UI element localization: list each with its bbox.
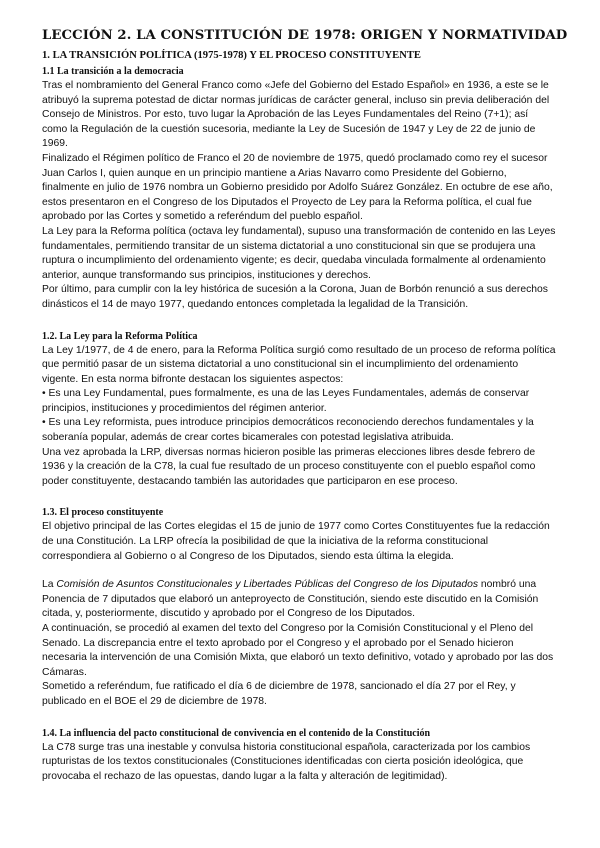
paragraph: La C78 surge tras una inestable y convulsa historia constitucional española, caracterizada por los cambios rupturistas de los textos constitucionales (Constituciones identificadas con cierta posición ideológica, que provocaba el rechazo de las opuestas, dando lugar a la falta y alteración de legitimidad).	[42, 741, 531, 782]
subsection-heading-1-1: 1.1 La transición a la democracia	[42, 66, 184, 77]
paragraph-rest: nombró una Ponencia de 7 diputados que elaboró un anteproyecto de Constitución, siendo este discutido en la Comisión citada, y, posteriormente, discutido y aprobado por el Congreso de los Diputados.	[42, 579, 539, 620]
committee-name: Comisión de Asuntos Constitucionales y Libertades Públicas del Congreso de los Diputados	[56, 579, 479, 591]
paragraph	[42, 578, 556, 622]
page-title: LECCIÓN 2. LA CONSTITUCIÓN DE 1978: ORIGEN Y NORMATIVIDAD	[42, 28, 568, 43]
subsection-heading-1-3: 1.3. El proceso constituyente	[42, 507, 164, 519]
paragraph: Sometido a referéndum, fue ratificado el día 6 de diciembre de 1978, sancionado el día 27 por el Rey, y publicado en el BOE el 29 de diciembre de 1978.	[42, 681, 516, 707]
paragraph: Por último, para cumplir con la ley histórica de sucesión a la Corona, Juan de Borbón renunció a sus derechos dinásticos el 14 de mayo 1977, quedando entonces completada la legalidad de la Transición.	[42, 284, 548, 310]
paragraph: Finalizado el Régimen político de Franco el 20 de noviembre de 1975, quedó proclamado como rey el sucesor Juan Carlos I, quien aunque en un principio mantiene a Arias Navarro como Presidente del Gobierno, finalmente en julio de 1976 nombra un Gobierno presidido por Adolfo Suárez González. En octubre de ese año, estos presentaron en el Congreso de los Diputados el Proyecto de Ley para la Reforma política, el cual fue aprobado por las Cortes y sometido a referéndum del pueblo español.	[42, 152, 553, 223]
bullet-item: • Es una Ley Fundamental, pues formalmente, es una de las Leyes Fundamentales, además de conservar principios, instituciones y procedimientos del régimen anterior.	[42, 388, 530, 414]
paragraph: Tras el nombramiento del General Franco como «Jefe del Gobierno del Estado Español» en 1936, a este se le atribuyó la suprema potestad de dictar normas jurídicas de carácter general, incluso sin previa deliberación del Consejo de Ministros. Por esto, tuvo lugar la Aprobación de las Leyes Fundamentales del Reino (7+1); así como la Regulación de la cuestión sucesoria, mediante la Ley de Sucesión de 1947 y Ley de 22 de junio de 1969.	[42, 80, 550, 150]
paragraph: A continuación, se procedió al examen del texto del Congreso por la Comisión Constitucional y el Pleno del Senado. La discrepancia entre el texto aprobado por el Congreso y el aprobado por el Senado hicieron necesaria la intervención de una Comisión Mixta, que elaboró un texto definitivo, votado y aprobado por las dos Cámaras.	[42, 623, 554, 678]
bullet-item: • Es una Ley reformista, pues introduce principios democráticos reconociendo derechos fundamentales y la soberanía popular, además de crear cortes bicamerales con potestad legislativa atribuida.	[42, 417, 534, 444]
subsection-heading-1-2: 1.2. La Ley para la Reforma Política	[42, 330, 198, 342]
paragraph: Una vez aprobada la LRP, diversas normas hicieron posible las primeras elecciones libres desde febrero de 1936 y la creación de la C78, la cual fue resultado de un proceso constituyente con el pueblo español como poder constituyente, destacando también las autoridades que participaron en ese proceso.	[42, 446, 536, 487]
paragraph: La Ley para la Reforma política (octava ley fundamental), supuso una transformación de contenido en las Leyes fundamentales, permitiendo transitar de un sistema dictatorial a uno constitucional sin que se produjera una ruptura o incumplimiento del ordenamiento vigente; es decir, quedaba vinculada formalmente al ordenamiento anterior, aunque transformando sus principios, instituciones y derechos.	[42, 225, 556, 281]
paragraph: El objetivo principal de las Cortes elegidas el 15 de junio de 1977 como Cortes Constituyentes fue la redacción de una Constitución. La LRP ofrecía la posibilidad de que la iniciativa de la reforma constitucional correspondiera al Gobierno o al Congreso de los Diputados, siendo esta última la elegida.	[42, 521, 550, 562]
subsection-heading-1-4: 1.4. La influencia del pacto constitucional de convivencia en el contenido de la Constitución	[42, 727, 431, 739]
paragraph: La Ley 1/1977, de 4 de enero, para la Reforma Política surgió como resultado de un proceso de reforma política que permitió pasar de un sistema dictatorial a uno constitucional sin el incumplimiento del ordenamiento vigente. En esta norma bifronte destacan los siguientes aspectos:	[42, 344, 556, 385]
paragraph-prefix: La	[42, 579, 57, 591]
section-heading: 1. LA TRANSICIÓN POLÍTICA (1975-1978) Y EL PROCESO CONSTITUYENTE	[42, 50, 421, 61]
